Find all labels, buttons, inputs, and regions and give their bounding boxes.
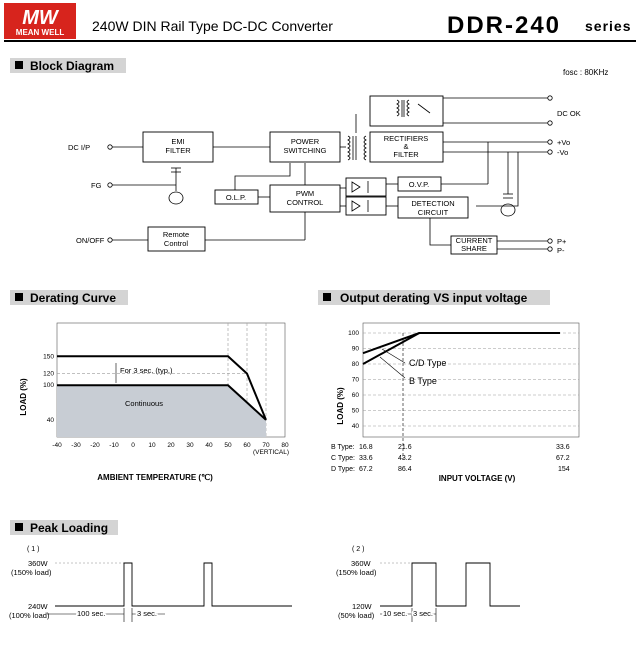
- peak-case-2: [336, 546, 520, 622]
- derating-y-tick: 40: [46, 416, 54, 424]
- derating-x-ticks: [52, 442, 289, 449]
- derating-x-tick: 40: [205, 442, 213, 449]
- derating-x-tick: 20: [167, 442, 175, 449]
- b-type-label: B Type: [409, 376, 437, 386]
- case1-index: ( 1 ): [27, 546, 40, 553]
- derating-y-tick: 120: [43, 370, 54, 378]
- brand-logo-mark: MW: [22, 7, 58, 29]
- case1-period: 100 sec.: [77, 609, 106, 618]
- odv-x-label: INPUT VOLTAGE (V): [438, 474, 516, 483]
- block-diagram-section: [10, 58, 608, 255]
- brand-logo-name: MEAN WELL: [15, 28, 65, 37]
- cs-text-1: CURRENT: [455, 236, 493, 245]
- derating-x-tick: -20: [90, 442, 100, 449]
- case2-index: ( 2 ): [352, 546, 365, 553]
- derating-y-label: LOAD (%): [19, 378, 28, 416]
- row-c-v1: 33.6: [359, 455, 373, 462]
- derating-x-tick: -10: [109, 442, 119, 449]
- peak-loading-section: [9, 520, 520, 622]
- pwm-text-1: PWM: [295, 189, 315, 198]
- row-d-v2: 86.4: [398, 466, 412, 473]
- odv-y-tick: 100: [348, 330, 359, 337]
- dc-ok-label: DC OK: [557, 109, 581, 118]
- ovp-text: O.V.P.: [408, 180, 430, 189]
- case2-pulse: 3 sec.: [413, 609, 434, 618]
- row-b-v3: 33.6: [556, 444, 570, 451]
- bd-wires: [112, 98, 548, 249]
- bd-labels: [68, 109, 581, 255]
- derating-x-tick: -40: [52, 442, 62, 449]
- case2-top-value: 360W: [351, 559, 371, 568]
- vo-pos-label: +Vo: [557, 138, 571, 147]
- derating-x-tick: 50: [224, 442, 232, 449]
- derating-x-tick: 60: [243, 442, 251, 449]
- case1-base-load: (100% load): [9, 611, 50, 620]
- derating-x-label: AMBIENT TEMPERATURE (℃): [97, 473, 213, 482]
- row-b-v1: 16.8: [359, 444, 373, 451]
- vo-neg-label: -Vo: [557, 148, 569, 157]
- case1-top-value: 360W: [28, 559, 48, 568]
- peak-annotation: For 3 sec. (typ.): [120, 366, 173, 375]
- case1-waveform: [55, 563, 292, 606]
- odv-y-tick: 80: [351, 361, 359, 368]
- derating-y-tick: 100: [43, 382, 54, 390]
- continuous-annotation: Continuous: [125, 399, 163, 408]
- case1-top-load: (150% load): [11, 568, 52, 577]
- series-label: series: [585, 18, 632, 34]
- odv-y-tick: 60: [351, 392, 359, 399]
- peak-case-1: [9, 546, 292, 622]
- row-c-type: C Type:: [331, 455, 355, 462]
- odv-y-ticks: [348, 330, 359, 430]
- odv-y-tick: 90: [351, 345, 359, 353]
- derating-x-tick: 30: [186, 442, 194, 449]
- model-name: DDR-240: [447, 12, 562, 39]
- odv-x-table: [331, 444, 570, 473]
- row-b-type: B Type:: [331, 444, 355, 451]
- section-bullet: [323, 293, 331, 301]
- product-subtitle: 240W DIN Rail Type DC-DC Converter: [92, 18, 333, 34]
- row-c-v2: 43.2: [398, 455, 412, 462]
- row-d-v1: 67.2: [359, 466, 373, 473]
- case2-period: 10 sec.: [383, 609, 408, 618]
- section-bullet: [15, 61, 23, 69]
- olp-text: O.L.P.: [225, 193, 247, 202]
- case2-top-load: (150% load): [336, 568, 377, 577]
- dc-ok-relay-block: [370, 96, 443, 126]
- emi-text-1: EMI: [171, 137, 185, 146]
- cs-text-2: SHARE: [461, 244, 487, 253]
- row-d-type: D Type:: [331, 466, 355, 473]
- rc-text-2: Control: [163, 239, 189, 248]
- cd-type-label: C/D Type: [409, 358, 447, 368]
- rect-text-2: &: [403, 142, 409, 151]
- derating-x-tick: 70: [262, 442, 270, 449]
- derating-x-tick: 10: [148, 442, 156, 449]
- odv-plot-area: [363, 323, 579, 437]
- section-title: Block Diagram: [30, 59, 115, 73]
- onoff-label: ON/OFF: [76, 236, 105, 245]
- case1-pulse: 3 sec.: [137, 609, 158, 618]
- fg-label: FG: [91, 181, 102, 190]
- case2-base-load: (50% load): [338, 611, 375, 620]
- continuous-region: [57, 385, 266, 437]
- derating-x-tick: 0: [131, 442, 135, 449]
- derating-y-tick: 150: [43, 353, 54, 361]
- rect-text-1: RECTIFIERS: [383, 134, 429, 143]
- derating-y-ticks: [43, 353, 54, 424]
- section-title: Output derating VS input voltage: [340, 291, 528, 305]
- row-c-v3: 67.2: [556, 455, 570, 462]
- case2-waveform: [380, 563, 520, 606]
- emi-text-2: FILTER: [165, 146, 191, 155]
- bd-boxes: [143, 96, 497, 254]
- rc-text-1: Remote: [162, 230, 190, 239]
- det-text-2: CIRCUIT: [417, 208, 449, 217]
- vertical-note: (VERTICAL): [253, 449, 289, 456]
- header: [4, 3, 636, 41]
- section-title: Derating Curve: [30, 291, 117, 305]
- row-d-v3: 154: [558, 466, 570, 473]
- row-b-v2: 21.6: [398, 444, 412, 451]
- derating-x-tick: 80: [281, 442, 289, 449]
- odv-y-tick: 40: [351, 423, 359, 430]
- ps-text-1: POWER: [290, 137, 320, 146]
- odv-y-label: LOAD (%): [336, 387, 345, 425]
- derating-x-tick: -30: [71, 442, 81, 449]
- odv-y-tick: 50: [351, 407, 359, 415]
- p-neg-label: P-: [557, 246, 565, 255]
- rect-text-3: FILTER: [393, 150, 419, 159]
- det-text-1: DETECTION: [411, 199, 455, 208]
- case1-base-value: 240W: [28, 602, 48, 611]
- case2-base-value: 120W: [352, 602, 372, 611]
- fosc-label: fosc : 80KHz: [563, 68, 609, 77]
- odv-y-tick: 70: [351, 376, 359, 384]
- output-derating-section: [318, 290, 579, 483]
- dc-ip-label: DC I/P: [68, 143, 91, 152]
- p-pos-label: P+: [557, 237, 567, 246]
- ps-text-2: SWITCHING: [283, 146, 327, 155]
- section-title: Peak Loading: [30, 521, 109, 535]
- derating-section: [10, 290, 289, 482]
- section-bullet: [15, 523, 23, 531]
- section-bullet: [15, 293, 23, 301]
- pwm-text-2: CONTROL: [286, 198, 324, 207]
